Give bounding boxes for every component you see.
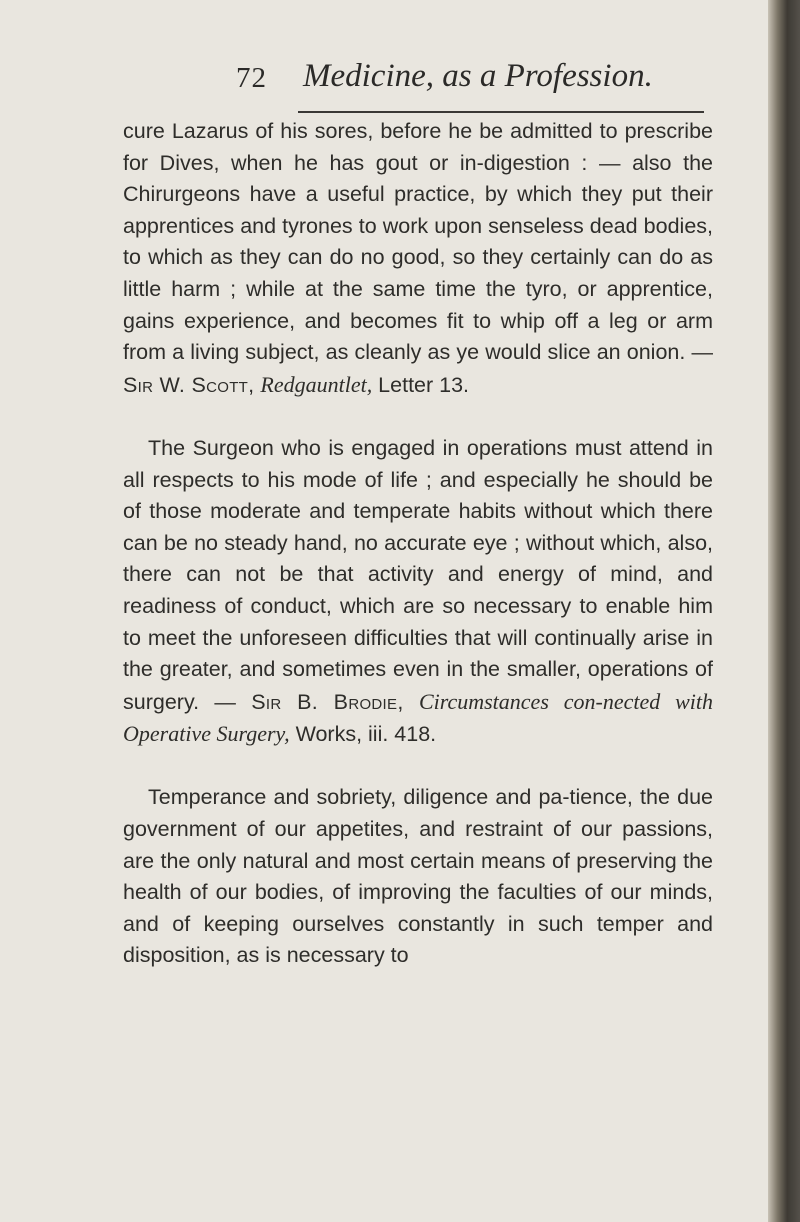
running-head-part3: Profession.	[504, 58, 653, 94]
page-header	[236, 52, 772, 112]
quotation-author: Sir W. Scott,	[123, 372, 255, 397]
body-text	[123, 116, 713, 972]
header-rule	[298, 111, 704, 113]
quotation-paragraph-2	[123, 433, 713, 751]
quotation-paragraph-1	[123, 116, 713, 401]
quotation-work: Redgauntlet,	[260, 371, 373, 397]
quotation-reference: Works, iii. 418.	[289, 722, 437, 747]
running-head-part1: Medicine,	[303, 58, 435, 94]
quotation-paragraph-3	[123, 782, 713, 972]
running-head	[303, 58, 653, 95]
quotation-author: Sir B. Brodie,	[251, 689, 404, 714]
quotation-text: cure Lazarus of his sores, before he be admitted to prescribe for Dives, when he has gout or in-digestion : — also the Chirurgeons have a useful practice, by which they put their apprentices and tyrones to work upon senseless dead bodies, to which as they can do no good, so they certainly can do as little harm ; while at the same time the tyro, or apprentice, gains experience, and becomes fit to whip off a leg or arm from a living subject, as cleanly as ye would slice an onion. —	[123, 119, 713, 365]
quotation-reference: Letter 13.	[372, 372, 470, 397]
quotation-work: Circumstances con-nected with Operative Surgery,	[123, 688, 714, 747]
page-edge-shadow	[768, 0, 800, 1222]
page-number: 72	[236, 62, 267, 94]
running-head-part2: as a	[442, 58, 497, 94]
quotation-text: The Surgeon who is engaged in operations must attend in all respects to his mode of life ; and especially he should be of those moderate and temperate habits without which there can be no steady hand, no accurate eye ; without which, also, there can not be that activity and energy of mind, and readiness of conduct, which are so necessary to enable him to meet the unforeseen difficulties that will continually arise in the greater, and sometimes even in the smaller, operations of surgery. —	[123, 435, 713, 714]
quotation-text: Temperance and sobriety, diligence and pa-tience, the due government of our appetites, and restraint of our passions, are the only natural and most certain means of preserving the health of our bodies, of improving the faculties of our minds, and of keeping ourselves constantly in such temper and disposition, as is necessary to	[123, 785, 713, 968]
